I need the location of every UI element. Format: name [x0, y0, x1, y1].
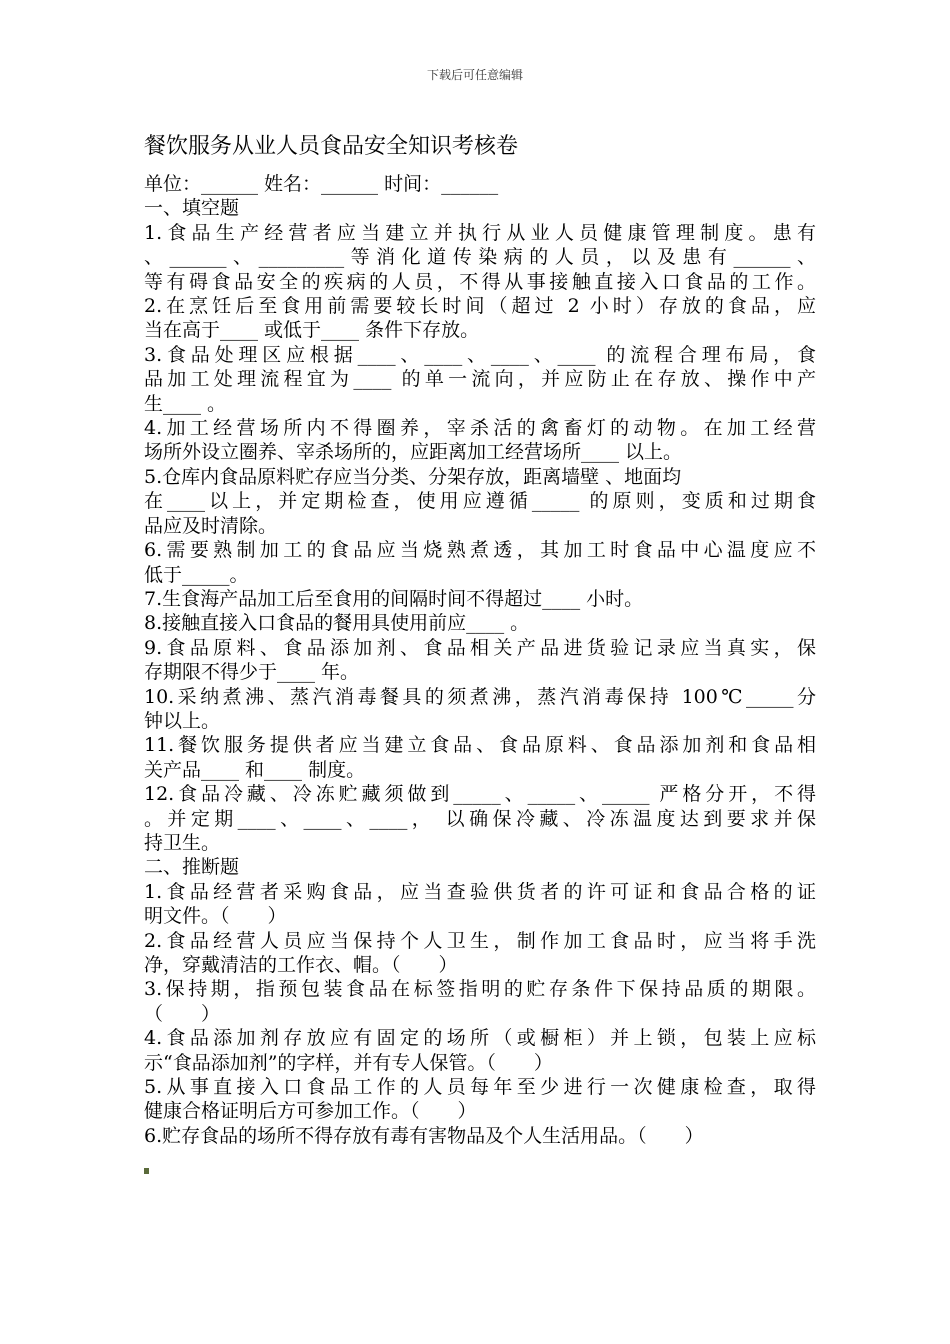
page-header: 下载后可任意编辑 [426, 68, 523, 82]
text-line: 6.需要熟制加工的食品应当烧熟煮透，其加工时食品中心温度应不 [144, 539, 816, 562]
text-line: 二、推断题 [144, 856, 240, 879]
text-line: 、______、_________等消化道传染病的人员，以及患有______、 [144, 246, 816, 269]
text-line: 一、填空题 [144, 197, 240, 220]
text-cursor-mark [144, 1168, 149, 1174]
text-line: 5.从事直接入口食品工作的人员每年至少进行一次健康检查，取得 [144, 1076, 816, 1099]
text-line: 存期限不得少于____ 年。 [144, 661, 360, 684]
text-line: 12.食品冷藏、冷冻贮藏须做到_____、_____、_____ 严格分开，不得 [144, 783, 816, 806]
text-line: 关产品____ 和____ 制度。 [144, 758, 366, 781]
text-line: 低于_____。 [144, 563, 249, 586]
text-line: 4.加工经营场所内不得圈养，宰杀活的禽畜灯的动物。在加工经营 [144, 417, 816, 440]
text-line: 。并定期____、____、____， 以确保冷藏、冷冻温度达到要求并保 [144, 807, 816, 830]
text-line: 在____以上，并定期检查，使用应遵循_____ 的原则，变质和过期食 [144, 490, 816, 513]
text-line: 当在高于____ 或低于____ 条件下存放。 [144, 319, 480, 342]
text-line: 单位：______ 姓名：______ 时间：______ [144, 173, 499, 195]
document-lines [144, 172, 816, 1148]
text-line: 3.食品处理区应根据____、____、____、____ 的流程合理布局，食 [144, 343, 816, 366]
document-title: 餐饮服务从业人员食品安全知识考核卷 [144, 134, 519, 159]
document-body [144, 132, 816, 1148]
text-line: 钟以上。 [144, 709, 221, 732]
text-line: 9.食品原料、食品添加剂、食品相关产品进货验记录应当真实，保 [144, 636, 816, 659]
text-line: （ ） [144, 1002, 221, 1025]
text-line: 健康合格证明后方可参加工作。（ ） [144, 1100, 477, 1123]
text-line: 10.采纳煮沸、蒸汽消毒餐具的须煮沸，蒸汽消毒保持 100℃_____分 [144, 685, 816, 708]
text-line: 2.食品经营人员应当保持个人卫生，制作加工食品时，应当将手洗 [144, 929, 816, 952]
text-line: 品加工处理流程宜为____ 的单一流向，并应防止在存放、操作中产 [144, 368, 816, 391]
text-line: 11.餐饮服务提供者应当建立食品、食品原料、食品添加剂和食品相 [144, 734, 816, 757]
text-line: 明文件。（ ） [144, 905, 287, 928]
text-line: 5.仓库内食品原料贮存应当分类、分架存放，距离墙壁 、地面均 [144, 465, 682, 488]
text-line: 净，穿戴清洁的工作衣、帽。（ ） [144, 954, 458, 976]
text-line: 场所外设立圈养、宰杀场所的，应距离加工经营场所____ 以上。 [144, 441, 683, 464]
text-line: 1.食品生产经营者应当建立并执行从业人员健康管理制度。患有 [144, 221, 816, 244]
text-line: 3.保持期，指预包装食品在标签指明的贮存条件下保持品质的期限。 [144, 978, 816, 1001]
text-line: 2.在烹饪后至食用前需要较长时间（超过 2 小时）存放的食品，应 [144, 295, 816, 318]
text-line: 7.生食海产品加工后至食用的间隔时间不得超过____ 小时。 [144, 587, 644, 610]
text-line: 4.食品添加剂存放应有固定的场所（或橱柜）并上锁，包装上应标 [144, 1027, 816, 1050]
text-line: 持卫生。 [144, 831, 221, 854]
text-line: 8.接触直接入口食品的餐用具使用前应____ 。 [144, 612, 530, 635]
text-line: 1.食品经营者采购食品，应当查验供货者的许可证和食品合格的证 [144, 880, 816, 903]
text-line: 品应及时清除。 [144, 514, 278, 537]
text-line: 示“食品添加剂”的字样，并有专人保管。（ ） [144, 1051, 553, 1074]
text-line: 6.贮存食品的场所不得存放有毒有害物品及个人生活用品。（ ） [144, 1124, 704, 1147]
text-line: 生____ 。 [144, 392, 227, 415]
text-line: 等有碍食品安全的疾病的人员，不得从事接触直接入口食品的工作。 [144, 270, 816, 293]
